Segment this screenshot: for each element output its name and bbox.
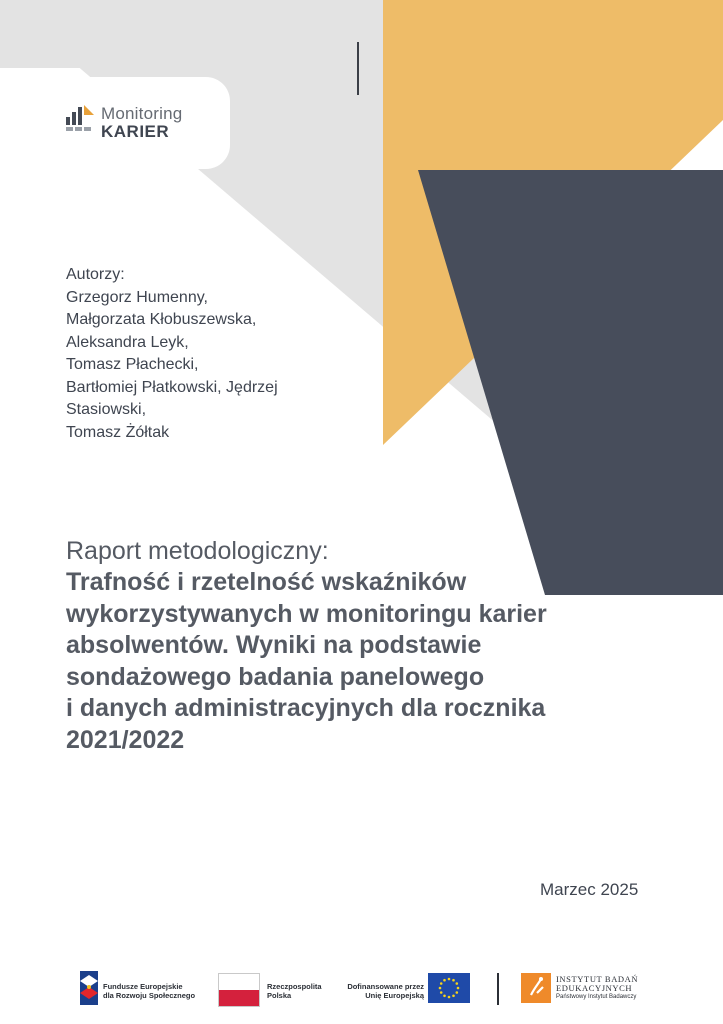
author-line: Stasiowski, xyxy=(66,401,147,418)
authors-block xyxy=(66,264,336,444)
fundusze-label-2: dla Rozwoju Społecznego xyxy=(103,991,196,1000)
report-title-line: i danych administracyjnych dla rocznika xyxy=(66,694,546,722)
eu-label-1: Dofinansowane przez xyxy=(347,982,424,991)
ibe-label-2: EDUKACYJNYCH xyxy=(556,983,633,993)
author-line: Tomasz Płachecki, xyxy=(66,356,199,373)
logo-text-monitoring: Monitoring xyxy=(101,104,183,123)
rzeczpospolita-label-1: Rzeczpospolita xyxy=(267,982,322,991)
report-title xyxy=(66,567,666,756)
eu-flag-icon xyxy=(428,973,470,1003)
author-line: Tomasz Żółtak xyxy=(66,423,170,441)
report-title-line: sondażowego badania panelowego xyxy=(66,662,485,691)
logo-text-karier: KARIER xyxy=(101,122,170,141)
report-title-line: Trafność i rzetelność wskaźników xyxy=(66,568,467,596)
top-divider xyxy=(357,42,359,95)
author-line: Bartłomiej Płatkowski, Jędrzej xyxy=(66,378,278,396)
author-line: Małgorzata Kłobuszewska, xyxy=(66,311,257,328)
report-type-label: Raport metodologiczny: xyxy=(66,537,329,565)
author-line: Grzegorz Humenny, xyxy=(66,288,208,306)
ibe-logo-icon xyxy=(521,973,551,1003)
gray-shape-upper xyxy=(0,0,383,68)
author-line: Aleksandra Leyk, xyxy=(66,333,189,351)
monitoring-karier-logo-icon xyxy=(66,103,96,137)
report-title-line: wykorzystywanych w monitoringu karier xyxy=(66,599,547,628)
rzeczpospolita-label-2: Polska xyxy=(267,991,292,1000)
fundusze-europejskie-icon xyxy=(80,971,98,1005)
publication-date: Marzec 2025 xyxy=(540,880,639,899)
ibe-label-1: INSTYTUT BADAŃ xyxy=(556,974,639,984)
eu-label-2: Unię Europejską xyxy=(365,991,424,1000)
report-title-line: 2021/2022 xyxy=(66,725,185,754)
authors-label: Autorzy: xyxy=(66,266,125,283)
ibe-label-3: Państwowy Instytut Badawczy xyxy=(556,994,637,1000)
funding-logos-footer xyxy=(0,965,723,1015)
report-title-line: absolwentów. Wyniki na podstawie xyxy=(66,631,482,659)
polish-flag-icon xyxy=(218,973,260,1007)
fundusze-label-1: Fundusze Europejskie xyxy=(103,982,183,991)
footer-divider xyxy=(497,973,499,1005)
